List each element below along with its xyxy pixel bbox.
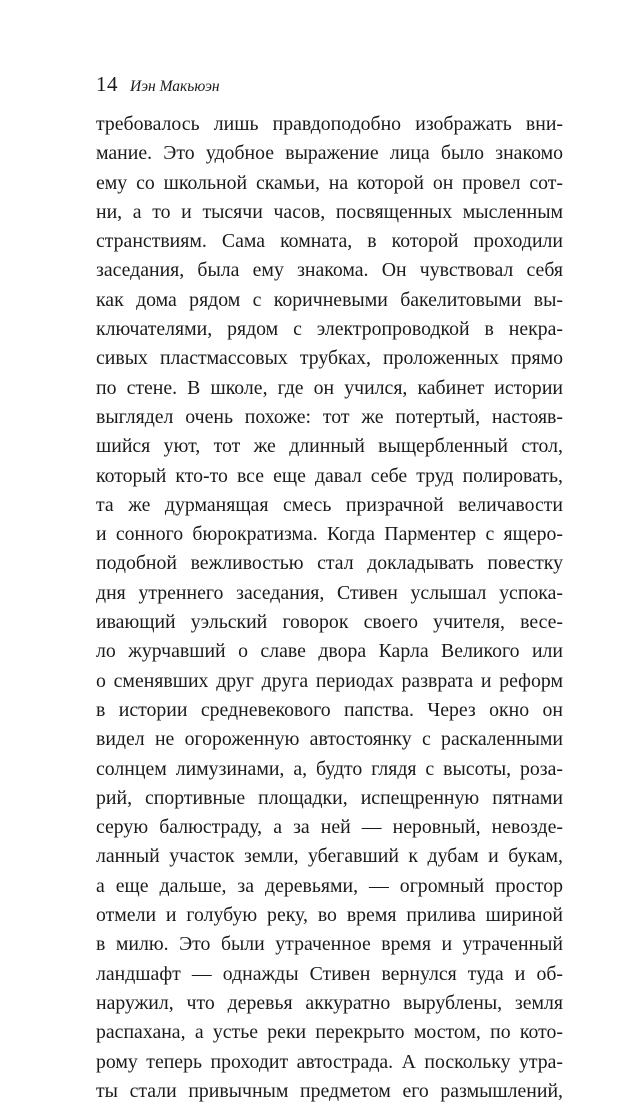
text-line: выглядел очень похоже: тот же потертый, настояв-: [96, 405, 563, 428]
text-line: по стене. В школе, где он учился, кабинет истории: [96, 376, 563, 399]
running-title: Иэн Макьюэн: [130, 78, 220, 95]
text-line: ландшафт — однажды Стивен вернулся туда и об-: [96, 962, 563, 985]
text-line: видел не огороженную автостоянку с раскаленными: [96, 728, 563, 751]
text-line: требовалось лишь правдоподобно изображать вни-: [96, 113, 563, 135]
text-line: ло журчавший о славе двора Карла Великого или: [96, 640, 563, 663]
text-line: наружил, что деревья аккуратно вырублены, земля: [96, 991, 563, 1014]
text-line: отмели и голубую реку, во время прилива шириной: [96, 904, 563, 927]
text-line: ланный участок земли, убегавший к дубам и букам,: [96, 845, 563, 868]
text-line: рому теперь проходит автострада. А поскольку утра-: [96, 1050, 563, 1073]
text-line: заседания, была ему знакома. Он чувствовал себя: [96, 259, 563, 282]
text-line: серую балюстраду, а за ней — неровный, невозде-: [96, 816, 563, 839]
text-line: в истории средневекового папства. Через окно он: [96, 698, 563, 721]
text-line: та же дурманящая смесь призрачной величавости: [96, 493, 563, 516]
text-line: шийся уют, тот же длинный выщербленный стол,: [96, 435, 563, 458]
text-line: и сонного бюрократизма. Когда Парментер с ящеро-: [96, 523, 563, 546]
text-line: ивающий уэльский говорок своего учителя, весе-: [96, 611, 563, 634]
text-line: мание. Это удобное выражение лица было знакомо: [96, 142, 563, 165]
text-line: рий, спортивные площадки, испещренную пятнами: [96, 786, 563, 809]
text-line: о сменявших друг друга периодах разврата и реформ: [96, 669, 563, 692]
text-line: в милю. Это были утраченное время и утраченный: [96, 933, 563, 956]
text-line: как дома рядом с коричневыми бакелитовыми вы-: [96, 288, 563, 311]
text-line: ни, а то и тысячи часов, посвященных мысленным: [96, 200, 563, 223]
text-line: ему со школьной скамьи, на которой он провел сот-: [96, 171, 563, 194]
text-line: сивых пластмассовых трубках, проложенных прямо: [96, 347, 563, 370]
text-line: а еще дальше, за деревьями, — огромный простор: [96, 874, 563, 897]
body-text: [96, 110, 563, 1106]
text-line: ключателями, рядом с электропроводкой в некра-: [96, 318, 563, 341]
page-number: 14: [96, 72, 118, 96]
text-line: дня утреннего заседания, Стивен услышал успока-: [96, 581, 563, 604]
text-line: ты стали привычным предметом его размышлений,: [96, 1079, 563, 1102]
text-line: подобной вежливостью стал докладывать повестку: [96, 552, 563, 575]
running-header: [96, 72, 220, 102]
text-line: солнцем лимузинами, а, будто глядя с высоты, роза-: [96, 757, 563, 780]
text-line: странствиям. Сама комната, в которой проходили: [96, 230, 563, 253]
text-line: распахана, а устье реки перекрыто мостом, по кото-: [96, 1021, 563, 1044]
text-line: который кто-то все еще давал себе труд полировать,: [96, 464, 563, 487]
